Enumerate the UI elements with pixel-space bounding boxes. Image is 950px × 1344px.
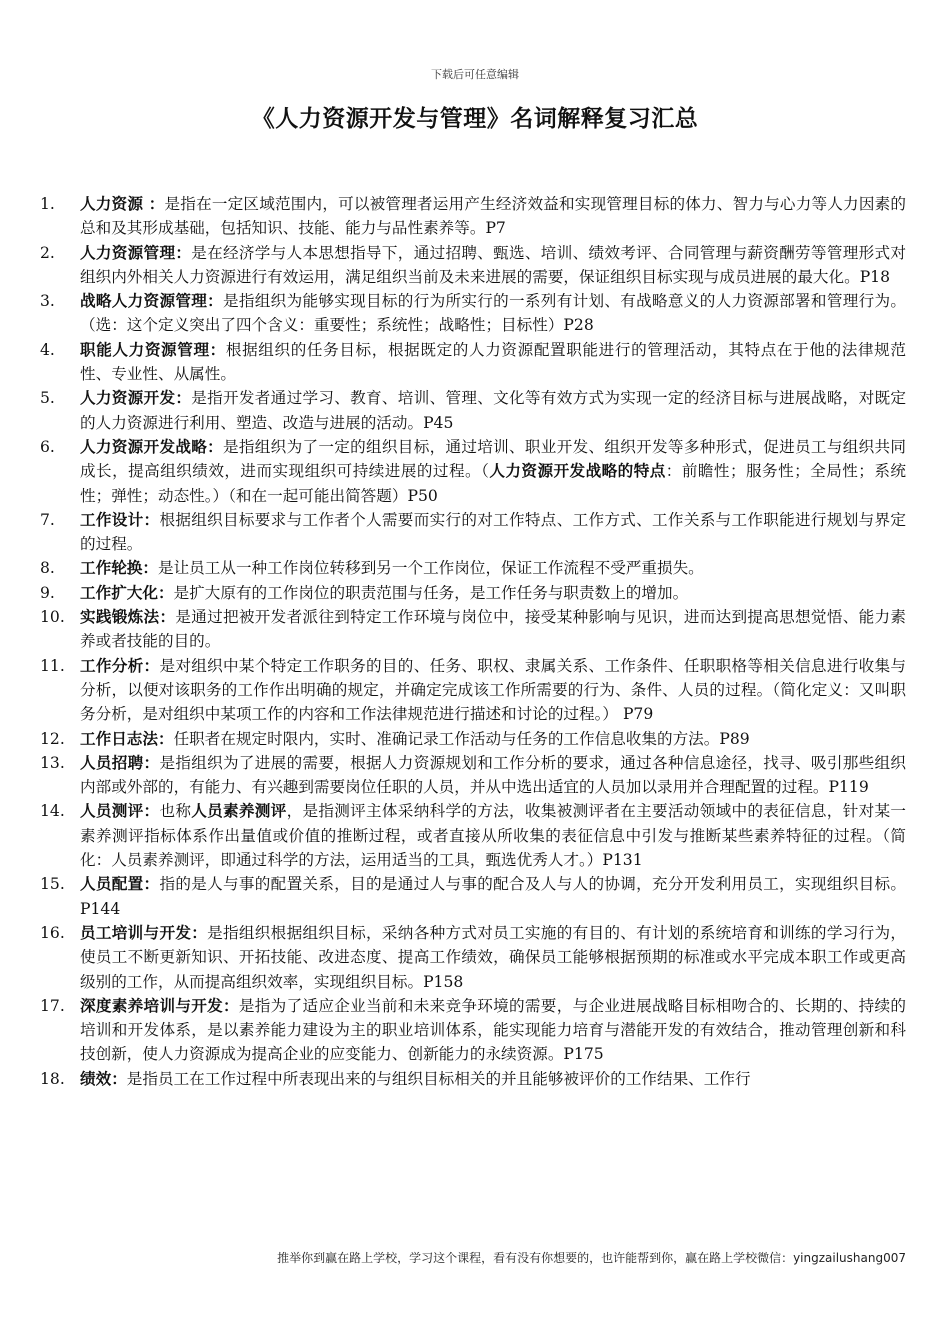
entry-term: 人力资源 ： — [80, 194, 165, 213]
entry-subterm: 人员素养测评 — [191, 801, 287, 821]
entry-number: 12. — [40, 729, 65, 748]
entry-term: 职能人力资源管理： — [80, 339, 226, 359]
entry-term: 战略人力资源管理： — [80, 291, 224, 311]
glossary-entry — [40, 751, 906, 800]
entry-body — [80, 386, 906, 435]
footer-text: 推举你到赢在路上学校，学习这个课程，看有没有你想要的，也许能帮到你，赢在路上学校微信： — [277, 1251, 794, 1265]
entry-body — [80, 605, 906, 654]
entry-definition: 是指开发者通过学习、教育、培训、管理、文化等有效方式为实现一定的经济目标与进展战略，对既定的人力资源进行利用、塑造、改造与进展的活动。P45 — [80, 389, 906, 432]
entry-number: 17. — [40, 996, 65, 1015]
glossary-entry — [40, 872, 906, 921]
entry-term: 工作设计： — [80, 509, 160, 529]
entry-number: 15. — [40, 875, 65, 894]
glossary-entry — [40, 727, 906, 751]
entry-definition: 是让员工从一种工作岗位转移到另一个工作岗位，保证工作流程不受严重损失。 — [157, 559, 704, 578]
glossary-entry — [40, 799, 906, 872]
glossary-list — [40, 192, 906, 1091]
entry-definition: 是指员工在工作过程中所表现出来的与组织目标相关的并且能够被评价的工作结果、工作行 — [126, 1069, 751, 1088]
header-note: 下载后可任意编辑 — [431, 68, 519, 81]
entry-definition: 也称 — [159, 802, 192, 821]
entry-definition: 是在经济学与人本思想指导下，通过招聘、甄选、培训、绩效考评、合同管理与薪资酬劳等管理形式对组织内外相关人力资源进行有效运用，满足组织当前及未来进展的需要，保证组织目标实现与成员进展的最大化。P18 — [80, 243, 906, 286]
glossary-entry — [40, 338, 906, 387]
entry-body — [80, 994, 906, 1067]
glossary-entry — [40, 994, 906, 1067]
entry-term: 工作扩大化： — [80, 582, 174, 602]
entry-body — [80, 338, 906, 387]
glossary-entry — [40, 289, 906, 338]
entry-term: 绩效： — [80, 1068, 127, 1088]
glossary-entry — [40, 581, 906, 605]
entry-body — [80, 435, 906, 508]
entry-number: 3. — [40, 292, 55, 311]
glossary-entry — [40, 241, 906, 290]
entry-definition: 是指在一定区域范围内，可以被管理者运用产生经济效益和实现管理目标的体力、智力与心力等人力因素的总和及其形成基础，包括知识、技能、能力与品性素养等。P7 — [80, 195, 906, 238]
glossary-entry — [40, 556, 906, 580]
entry-body — [80, 556, 906, 580]
entry-body — [80, 241, 906, 290]
entry-number: 5. — [40, 389, 55, 408]
glossary-entry — [40, 921, 906, 994]
entry-body — [80, 727, 906, 751]
entry-definition: 任职者在规定时限内，实时、准确记录工作活动与任务的工作信息收集的方法。P89 — [173, 729, 750, 748]
entry-number: 14. — [40, 802, 65, 821]
entry-term: 人员招聘： — [80, 752, 160, 772]
entry-definition: 是通过把被开发者派往到特定工作环境与岗位中，接受某种影响与见识，进而达到提高思想觉悟、能力素养或者技能的目的。 — [80, 608, 906, 651]
glossary-entry — [40, 435, 906, 508]
entry-definition-continued: ，是指测评主体采纳科学的方法，收集被测评者在主要活动领域中的表征信息，针对某一素养测评指标体系作出量值或价值的推断过程，或者直接从所收集的表征信息中引发与推断某些素养特征的过程。（简化：人员素养测评，即通过科学的方法，运用适当的工具，甄选优秀人才。）P131 — [80, 802, 906, 870]
entry-number: 2. — [40, 243, 55, 262]
entry-definition: 是指组织为了一定的组织目标，通过培训、职业开发、组织开发等多种形式，促进员工与组织共同成长，提高组织绩效，进而实现组织可持续进展的过程。（ — [80, 437, 906, 481]
entry-definition-continued: ：前瞻性；服务性；全局性；系统性；弹性；动态性。）（和在一起可能出简答题）P50 — [80, 462, 906, 505]
entry-term: 人员测评： — [80, 801, 160, 821]
entry-definition: 根据组织的任务目标，根据既定的人力资源配置职能进行的管理活动，其特点在于他的法律规范性、专业性、从属性。 — [80, 340, 906, 384]
entry-term: 工作轮换： — [80, 558, 158, 578]
glossary-entry — [40, 386, 906, 435]
entry-term: 工作日志法： — [80, 728, 174, 748]
entry-body — [80, 799, 906, 872]
entry-number: 6. — [40, 437, 55, 456]
entry-number: 4. — [40, 340, 55, 359]
entry-term: 人力资源开发战略： — [80, 436, 224, 456]
entry-body — [80, 872, 906, 921]
entry-number: 10. — [40, 608, 65, 627]
entry-definition: 是指为了适应企业当前和未来竞争环境的需要，与企业进展战略目标相吻合的、长期的、持续的培训和开发体系，是以素养能力建设为主的职业培训体系，能实现能力培育与潜能开发的有效结合，推动管理创新和科技创新，使人力资源成为提高企业的应变能力、创新能力的永续资源。P175 — [80, 996, 906, 1064]
entry-body — [80, 921, 906, 994]
footer-note — [277, 1249, 906, 1266]
entry-body — [80, 192, 906, 241]
entry-definition: 指的是人与事的配置关系，目的是通过人与事的配合及人与人的协调，充分开发利用员工，实现组织目标。P144 — [80, 875, 906, 918]
entry-definition: 根据组织目标要求与工作者个人需要而实行的对工作特点、工作方式、工作关系与工作职能进行规划与界定的过程。 — [80, 510, 906, 554]
glossary-entry — [40, 192, 906, 241]
entry-term: 员工培训与开发： — [80, 922, 208, 942]
entry-body — [80, 581, 906, 605]
entry-number: 9. — [40, 583, 55, 602]
glossary-entry — [40, 605, 906, 654]
entry-body — [80, 654, 906, 727]
entry-definition: 是指组织为了进展的需要，根据人力资源规划和工作分析的要求，通过各种信息途径，找寻、吸引那些组织内部或外部的，有能力、有兴趣到需要岗位任职的人员，并从中选出适宜的人员加以录用并合理配置的过程。P119 — [80, 753, 906, 797]
entry-number: 8. — [40, 559, 55, 578]
entry-term: 人力资源管理： — [80, 242, 192, 262]
entry-number: 16. — [40, 923, 65, 942]
entry-number: 7. — [40, 510, 55, 529]
glossary-entry — [40, 508, 906, 557]
entry-definition: 是指组织根据组织目标，采纳各种方式对员工实施的有目的、有计划的系统培育和训练的学习行为，使员工不断更新知识、开拓技能、改进态度、提高工作绩效，确保员工能够根据预期的标准或水平完成本职工作或更高级别的工作，从而提高组织效率，实现组织目标。P158 — [80, 923, 906, 991]
entry-number: 13. — [40, 753, 65, 772]
entry-term: 人员配置： — [80, 874, 160, 894]
entry-term: 人力资源开发： — [80, 388, 192, 408]
entry-body — [80, 751, 906, 800]
entry-definition: 是扩大原有的工作岗位的职责范围与任务，是工作任务与职责数上的增加。 — [173, 583, 689, 602]
glossary-entry — [40, 1067, 906, 1091]
entry-number: 11. — [40, 656, 65, 675]
glossary-entry — [40, 654, 906, 727]
entry-definition: 是对组织中某个特定工作职务的目的、任务、职权、隶属关系、工作条件、任职职格等相关信息进行收集与分析，以便对该职务的工作作出明确的规定，并确定完成该工作所需要的行为、条件、人员的过程。（简化定义：又叫职务分析，是对组织中某项工作的内容和工作法律规范进行描述和讨论的过程。） P79 — [80, 656, 906, 724]
entry-number: 18. — [40, 1069, 65, 1088]
entry-number: 1. — [40, 195, 55, 213]
entry-subterm: 人力资源开发战略的特点 — [489, 461, 666, 481]
entry-term: 工作分析： — [80, 655, 160, 675]
entry-body — [80, 508, 906, 557]
entry-definition: 是指组织为能够实现目标的行为所实行的一系列有计划、有战略意义的人力资源部署和管理行为。（选：这个定义突出了四个含义：重要性；系统性；战略性；目标性）P28 — [80, 292, 906, 335]
entry-body — [80, 1067, 906, 1091]
entry-body — [80, 289, 906, 338]
footer-wechat-id: yingzailushang007 — [793, 1251, 906, 1265]
entry-term: 实践锻炼法： — [80, 607, 176, 627]
document-title: 《人力资源开发与管理》名词解释复习汇总 — [251, 105, 699, 132]
entry-term: 深度素养培训与开发： — [80, 995, 239, 1015]
